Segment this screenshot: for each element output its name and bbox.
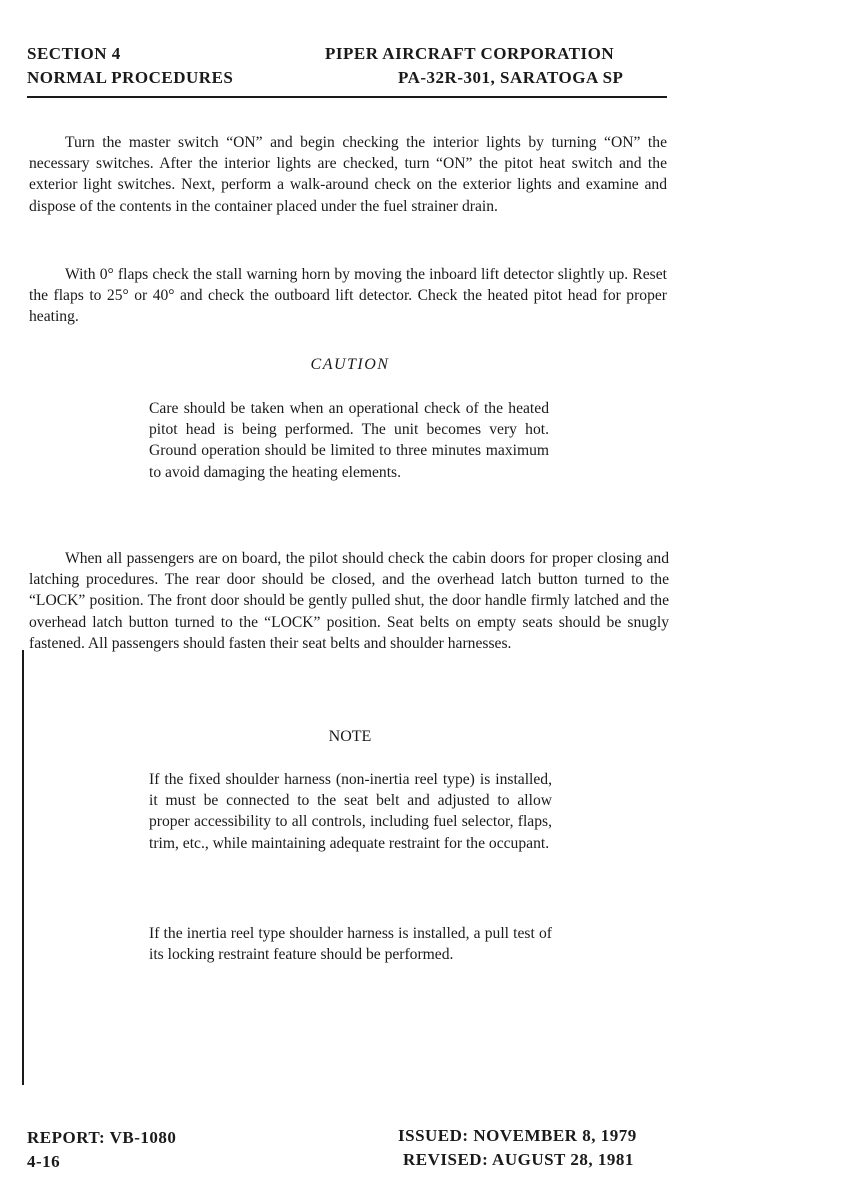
aircraft-model: PA-32R-301, SARATOGA SP [398,68,624,87]
caution-text: Care should be taken when an operational check of the heated pitot head is being performed. The unit becomes very hot. Ground operation should be limited to three minutes maximum to avoid damaging the heating elements. [149,400,549,481]
paragraph-stall-warning: With 0° flaps check the stall warning horn by moving the inboard lift detector slightly up. Reset the flaps to 25° or 40° and check the outboard lift detector. Check the heated pitot head for proper heating. [29,266,667,326]
note-heading: NOTE [328,728,372,745]
page-number: 4-16 [27,1152,61,1171]
caution-heading: CAUTION [310,356,390,373]
note-text-fixed-harness: If the fixed shoulder harness (non-inertia reel type) is installed, it must be connected to the seat belt and adjusted to allow proper accessibility to all controls, including fuel selector, flaps, trim, etc., while maintaining adequate restraint for the occupant. [149,771,552,852]
paragraph-interior-lights: Turn the master switch “ON” and begin checking the interior lights by turning “ON” the necessary switches. After the interior lights are checked, turn “ON” the pitot heat switch and the exterior light switches. Next, perform a walk-around check on the exterior lights and examine and dispose of the contents in the container placed under the fuel strainer drain. [29,134,667,215]
section-title: NORMAL PROCEDURES [27,68,234,87]
paragraph-cabin-doors: When all passengers are on board, the pilot should check the cabin doors for proper closing and latching procedures. The rear door should be closed, and the overhead latch button turned to the “LOCK” position. The front door should be gently pulled shut, the door handle firmly latched and the overhead latch button turned to the “LOCK” position. Seat belts on empty seats should be snugly fastened. All passengers should fasten their seat belts and shoulder harnesses. [29,550,669,652]
section-number: SECTION 4 [27,44,121,63]
revision-change-bar [22,650,24,1085]
company-name: PIPER AIRCRAFT CORPORATION [325,44,615,63]
issued-date: ISSUED: NOVEMBER 8, 1979 [398,1126,637,1145]
revised-date: REVISED: AUGUST 28, 1981 [403,1150,634,1169]
header-rule [27,96,667,98]
report-number: REPORT: VB-1080 [27,1128,177,1147]
note-text-inertia-reel: If the inertia reel type shoulder harness is installed, a pull test of its locking restraint feature should be performed. [149,925,552,964]
